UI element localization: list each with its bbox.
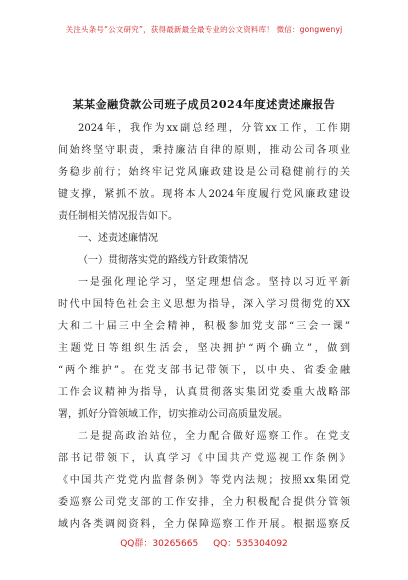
document-body	[58, 118, 350, 536]
document-title: 某某金融贷款公司班子成员2024年度述责述廉报告	[72, 98, 336, 111]
qq-number: QQ：535304092	[213, 539, 288, 549]
body-line: 主题党日等组织生活会，坚决拥护“两个确立”，做到	[58, 343, 350, 354]
body-line: 一是强化理论学习，坚定理想信念。坚持以习近平新	[78, 277, 350, 288]
header-banner: 关注头条号“公文研究”，获得最新最全最专业的公文资料库！ 微信：gongwenyj	[65, 25, 343, 34]
footer-contact	[0, 536, 408, 549]
body-line: 二是提高政治站位，全力配合做好巡察工作。在党支	[78, 431, 350, 442]
body-line: “两个维护”。在党支部书记带领下，以中央、省委金融	[58, 365, 350, 376]
body-line: 键支撑，紧抓不放。现将本人2024年度履行党风廉政建设	[58, 189, 350, 200]
body-line: 间始终坚守职责，秉持廉洁自律的原则，推动公司各项业	[58, 145, 350, 156]
body-line: 责任制相关情况报告如下。	[58, 211, 178, 222]
body-line: 务稳步前行；始终牢记党风廉政建设是公司稳健前行的关	[58, 167, 350, 178]
body-line: 2024年，我作为xx副总经理，分管xx工作，工作期	[78, 123, 350, 134]
body-line: 委巡察公司党支部的工作安排，全力积极配合提供分管领	[58, 497, 350, 508]
body-line: 时代中国特色社会主义思想为指导，深入学习贯彻党的XX	[58, 299, 350, 310]
qq-group: QQ群：30265665	[120, 539, 199, 549]
body-line: 大和二十届三中全会精神，积极参加党支部“三会一课”	[58, 321, 350, 332]
subsection-heading: （一）贯彻落实党的路线方针政策情况	[78, 255, 248, 266]
body-line: 《中国共产党党内监督条例》等党内法规；按照xx集团党	[58, 475, 350, 486]
body-line: 域内各类调阅资料，全力保障巡察工作开展。根据巡察反	[58, 519, 350, 530]
body-line: 工作会议精神为指导，认真贯彻落实集团党委重大战略部	[58, 387, 350, 398]
body-line: 署，抓好分管领域工作，切实推动公司高质量发展。	[58, 409, 288, 420]
section-heading: 一、述责述廉情况	[78, 233, 158, 244]
body-line: 部书记带领下，认真学习《中国共产党巡视工作条例》	[58, 453, 350, 464]
